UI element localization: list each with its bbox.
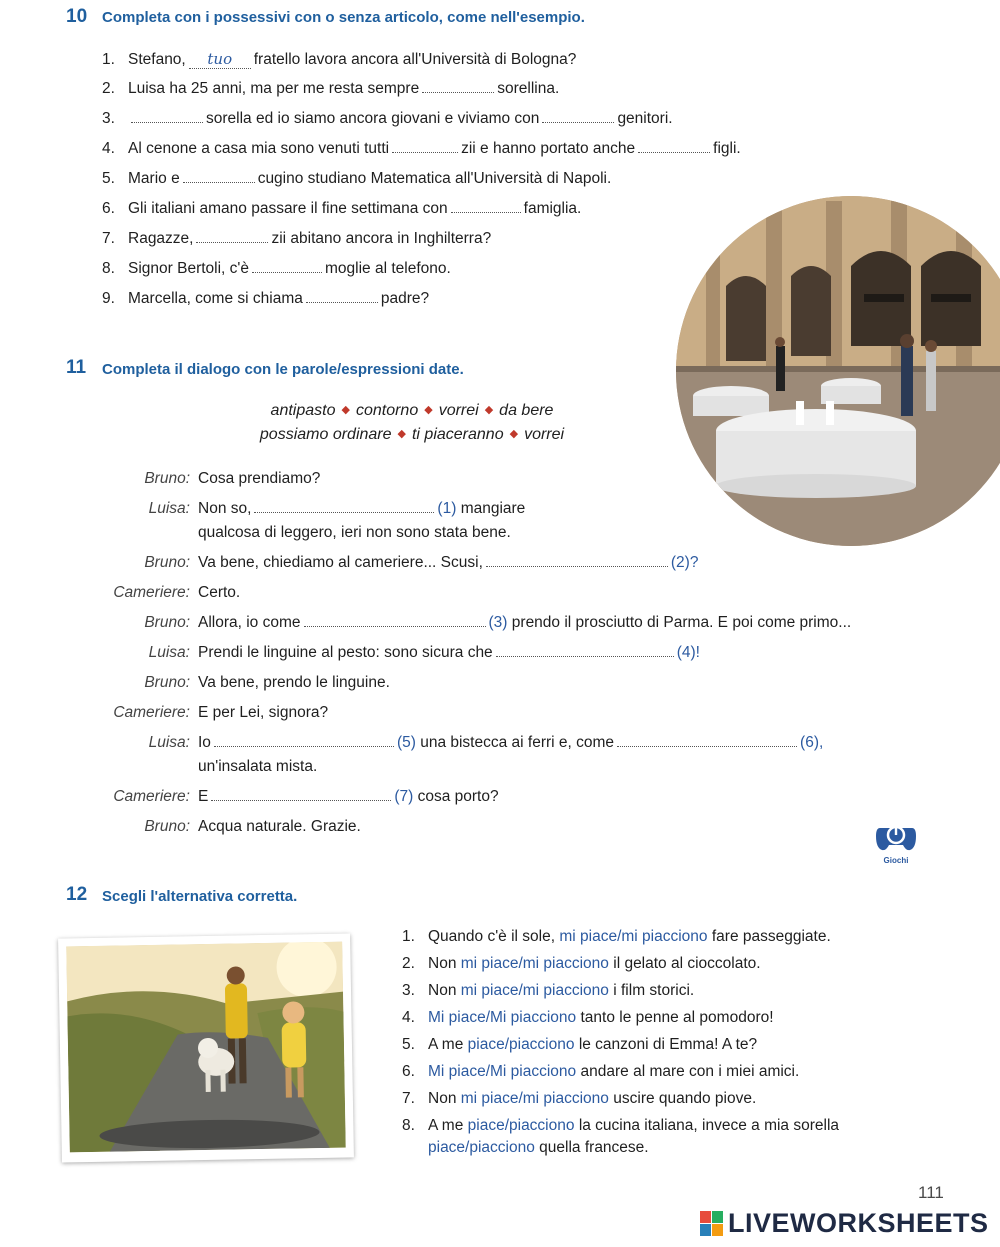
dialog-line-11: Acqua naturale. Grazie. <box>198 818 361 835</box>
choice-options[interactable]: mi piace/mi piacciono <box>460 955 609 972</box>
diamond-bullet-icon: ◆ <box>341 404 350 416</box>
ex10-item-7: 7. Ragazze, zii abitano ancora in Inghilterra? <box>102 230 492 247</box>
ex12-item-8-cont: piace/piacciono quella francese. <box>428 1139 649 1156</box>
diamond-bullet-icon: ◆ <box>424 404 433 416</box>
ex12-item-8: 8. A me piace/piacciono la cucina italiana, invece a mia sorella <box>402 1117 840 1134</box>
dialog-field-4[interactable] <box>496 644 674 657</box>
ex10-item-5: 5. Mario e cugino studiano Matematica all'Università di Napoli. <box>102 170 612 187</box>
dialog-field-3[interactable] <box>304 614 486 627</box>
dialog-line-3: Va bene, chiediamo al cameriere... Scusi, (2)? <box>198 554 699 571</box>
exercise-11-number: 11 <box>66 357 87 378</box>
dialog-line-2-cont: qualcosa di leggero, ieri non sono stata bene. <box>198 524 511 541</box>
speaker-label: Luisa: <box>148 734 190 751</box>
logo-text: LIVEWORKSHEETS <box>728 1208 989 1238</box>
speaker-label: Cameriere: <box>113 584 190 601</box>
dialog-field-5[interactable] <box>214 734 394 747</box>
word-bank-item: contorno <box>355 402 419 419</box>
choice-options[interactable]: piace/piacciono <box>467 1036 575 1053</box>
dialog-line-6: Prendi le linguine al pesto: sono sicura che (4)! <box>198 644 700 661</box>
speaker-label: Bruno: <box>144 614 190 631</box>
exercise-10-title: Completa con i possessivi con o senza articolo, come nell'esempio. <box>102 9 585 26</box>
choice-options[interactable]: Mi piace/Mi piacciono <box>428 1009 577 1026</box>
dialog-field-1[interactable] <box>254 500 434 513</box>
diamond-bullet-icon: ◆ <box>397 428 406 440</box>
liveworksheets-logo <box>700 1208 989 1239</box>
speaker-label: Cameriere: <box>113 788 190 805</box>
speaker-label: Bruno: <box>144 554 190 571</box>
answer-field-2[interactable] <box>422 80 494 93</box>
exercise-12-title: Scegli l'alternativa corretta. <box>102 888 298 905</box>
ex10-item-1: 1. Stefano, tuo fratello lavora ancora all'Università di Bologna? <box>102 50 577 68</box>
ex12-item-4: 4. Mi piace/Mi piacciono tanto le penne al pomodoro! <box>402 1009 774 1026</box>
dialog-line-7: Va bene, prendo le linguine. <box>198 674 390 691</box>
choice-options[interactable]: mi piace/mi piacciono <box>460 982 609 999</box>
choice-options[interactable]: mi piace/mi piacciono <box>460 1090 609 1107</box>
word-bank-item: ti piaceranno <box>411 426 504 443</box>
dialog-line-9-cont: un'insalata mista. <box>198 758 318 775</box>
answer-field-5[interactable] <box>183 170 255 183</box>
games-label: Giochi <box>883 856 909 865</box>
answer-field-1[interactable]: tuo <box>189 50 251 69</box>
ex10-item-4: 4. Al cenone a casa mia sono venuti tutti zii e hanno portato anche figli. <box>102 140 741 157</box>
dialog-line-5: Allora, io come (3) prendo il prosciutto di Parma. E poi come primo... <box>198 614 852 631</box>
page-number: 111 <box>918 1183 944 1202</box>
ex10-item-3: 3. sorella ed io siamo ancora giovani e viviamo con genitori. <box>102 110 673 127</box>
exercise-12-number: 12 <box>66 884 88 905</box>
word-bank-row-2 <box>182 422 642 447</box>
ex12-item-7: 7. Non mi piace/mi piacciono uscire quando piove. <box>402 1090 757 1107</box>
word-bank-row-1 <box>182 398 642 423</box>
exercise-10-number: 10 <box>66 6 88 27</box>
speaker-label: Bruno: <box>144 818 190 835</box>
choice-options[interactable]: piace/piacciono <box>428 1139 535 1156</box>
exercise-11-title: Completa il dialogo con le parole/espressioni date. <box>102 361 464 378</box>
diamond-bullet-icon: ◆ <box>509 428 519 440</box>
games-button[interactable] <box>874 818 918 865</box>
diamond-bullet-icon: ◆ <box>484 404 494 416</box>
speaker-label: Cameriere: <box>113 704 190 721</box>
answer-field-4a[interactable] <box>392 140 458 153</box>
word-bank-item: antipasto <box>270 402 336 419</box>
speaker-label: Bruno: <box>144 470 190 487</box>
ex12-item-6: 6. Mi piace/Mi piacciono andare al mare con i miei amici. <box>402 1063 800 1080</box>
ex12-item-1: 1. Quando c'è il sole, mi piace/mi piacciono fare passeggiate. <box>402 928 831 945</box>
answer-field-7[interactable] <box>196 230 268 243</box>
speaker-label: Luisa: <box>148 644 190 661</box>
ex10-item-6: 6. Gli italiani amano passare il fine settimana con famiglia. <box>102 200 582 217</box>
word-bank-item: vorrei <box>524 426 565 443</box>
speaker-label: Bruno: <box>144 674 190 691</box>
choice-options[interactable]: piace/piacciono <box>467 1117 575 1134</box>
restaurant-gallery-photo <box>676 196 1000 546</box>
answer-field-3a[interactable] <box>131 110 203 123</box>
ex10-item-8: 8. Signor Bertoli, c'è moglie al telefono. <box>102 260 451 277</box>
dialog-line-2: Non so, (1) mangiare <box>198 500 526 517</box>
answer-field-3b[interactable] <box>542 110 614 123</box>
answer-field-6[interactable] <box>451 200 521 213</box>
choice-options[interactable]: mi piace/mi piacciono <box>559 928 708 945</box>
liveworksheets-logo-icon <box>700 1211 724 1237</box>
dialog-line-4: Certo. <box>198 584 241 601</box>
dialog-field-7[interactable] <box>211 788 391 801</box>
dialog-line-9: Io (5) una bistecca ai ferri e, come (6), <box>198 734 824 751</box>
answer-field-4b[interactable] <box>638 140 710 153</box>
answer-field-9[interactable] <box>306 290 378 303</box>
word-bank-item: possiamo ordinare <box>259 426 392 443</box>
dialog-line-10: E (7) cosa porto? <box>198 788 499 805</box>
dialog-line-1: Cosa prendiamo? <box>198 470 321 487</box>
dialog-field-2[interactable] <box>486 554 668 567</box>
ex10-item-2: 2. Luisa ha 25 anni, ma per me resta sempre sorellina. <box>102 80 560 97</box>
word-bank-item: da bere <box>499 402 554 419</box>
ex12-item-3: 3. Non mi piace/mi piacciono i film storici. <box>402 982 695 999</box>
family-walk-photo <box>58 933 354 1162</box>
choice-options[interactable]: Mi piace/Mi piacciono <box>428 1063 577 1080</box>
ex12-item-5: 5. A me piace/piacciono le canzoni di Emma! A te? <box>402 1036 758 1053</box>
dialog-field-6[interactable] <box>617 734 797 747</box>
word-bank-item: vorrei <box>438 402 479 419</box>
gamepad-icon <box>874 818 918 854</box>
ex10-item-9: 9. Marcella, come si chiama padre? <box>102 290 430 307</box>
speaker-label: Luisa: <box>148 500 190 517</box>
ex12-item-2: 2. Non mi piace/mi piacciono il gelato al cioccolato. <box>402 955 761 972</box>
answer-field-8[interactable] <box>252 260 322 273</box>
dialog-line-8: E per Lei, signora? <box>198 704 329 721</box>
